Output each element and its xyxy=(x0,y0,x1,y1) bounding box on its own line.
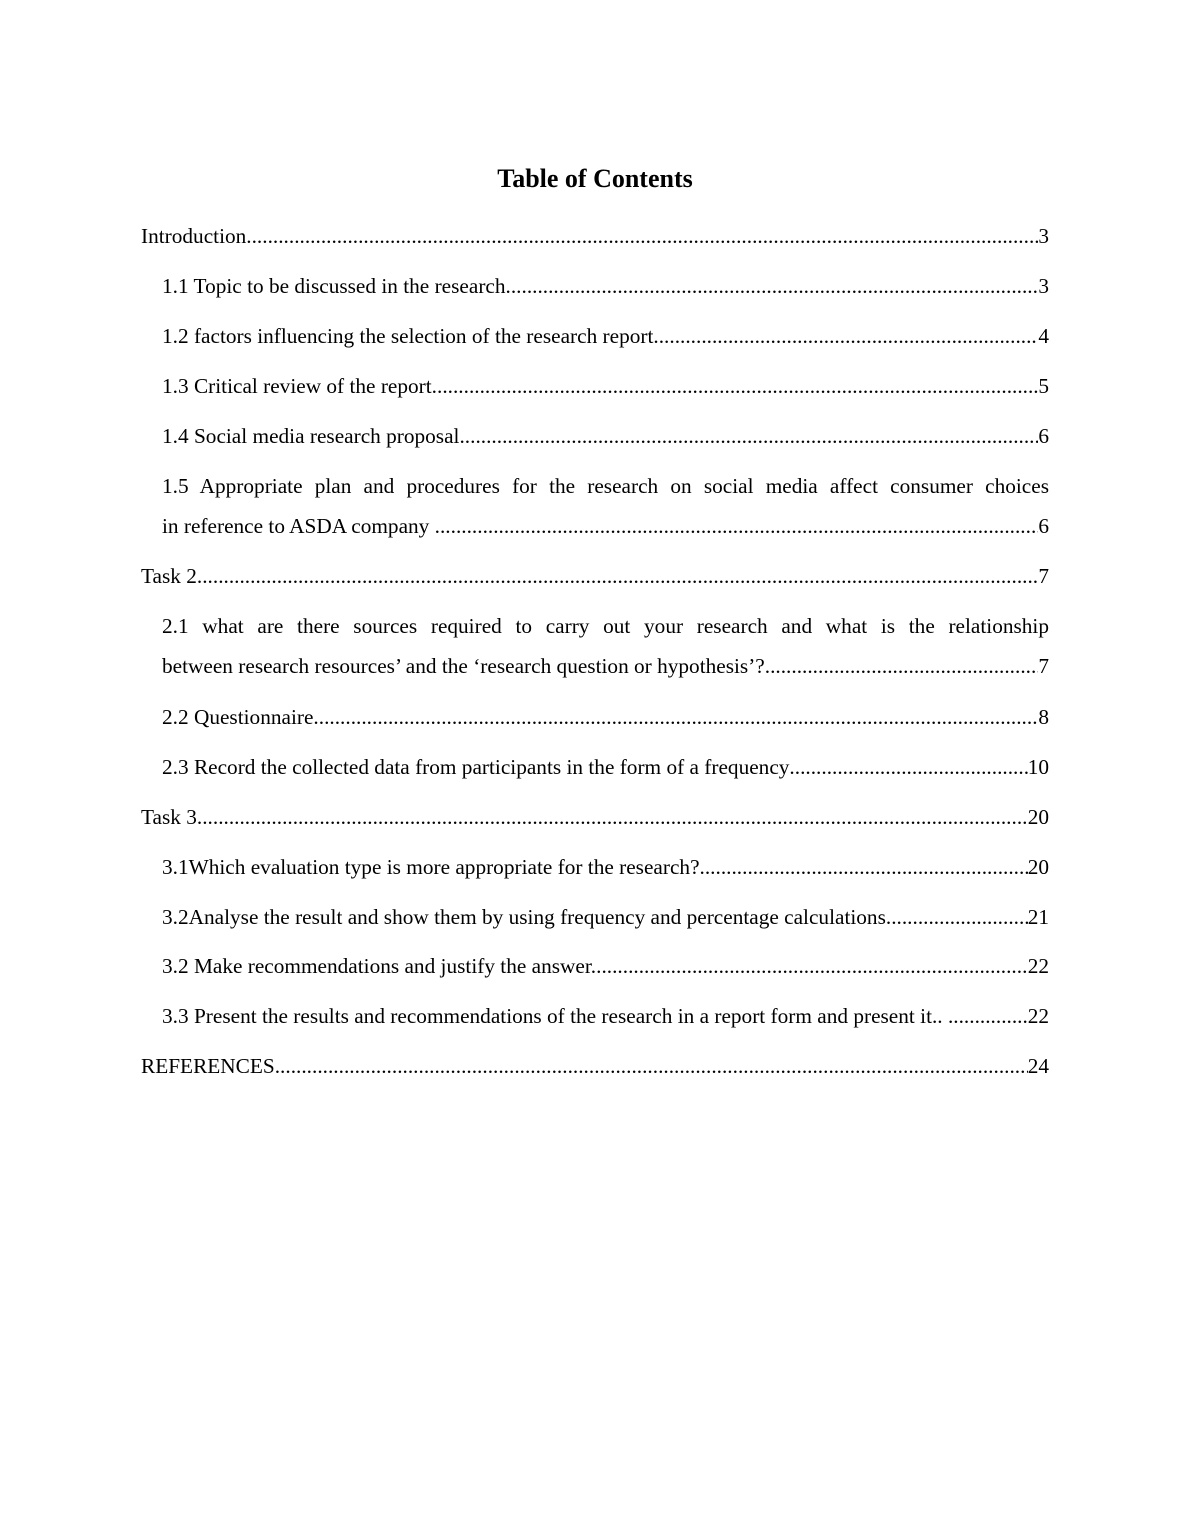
toc-entry-text: 2.2 Questionnaire xyxy=(162,705,314,729)
toc-entry-text: 1.2 factors influencing the selection of the research report xyxy=(162,324,654,348)
toc-leader-dots xyxy=(789,747,1027,787)
toc-entry-text: Introduction xyxy=(141,224,247,248)
toc-entry-text: between research resources’ and the ‘research question or hypothesis’? xyxy=(162,654,765,678)
toc-entry-text-line1: 2.1 what are there sources required to carry out your research and what is the relationship xyxy=(162,614,1049,638)
toc-entry-text: 1.1 Topic to be discussed in the research xyxy=(162,274,506,298)
toc-entry-references[interactable] xyxy=(141,1046,1049,1086)
toc-page-number: 22 xyxy=(1027,1004,1049,1028)
toc-entry-3-2-analyse[interactable] xyxy=(162,897,1049,937)
toc-leader-dots xyxy=(246,216,1038,256)
toc-entry-3-3[interactable] xyxy=(162,996,1049,1036)
toc-entry-2-3[interactable] xyxy=(162,747,1049,787)
toc-page-number: 20 xyxy=(1027,855,1049,879)
toc-leader-dots xyxy=(459,416,1038,456)
toc-page-number: 7 xyxy=(1038,654,1049,678)
toc-entry-1-2[interactable] xyxy=(162,316,1049,356)
toc-entry-3-1[interactable] xyxy=(162,847,1049,887)
toc-entry-1-4[interactable] xyxy=(162,416,1049,456)
toc-entry-text: 3.1Which evaluation type is more appropriate for the research? xyxy=(162,855,700,879)
toc-page-number: 24 xyxy=(1027,1054,1049,1078)
toc-leader-dots xyxy=(197,556,1038,596)
toc-entry-text: 3.2 Make recommendations and justify the answer. xyxy=(162,954,597,978)
toc-page-number: 10 xyxy=(1027,755,1049,779)
toc-page-number: 20 xyxy=(1027,805,1049,829)
toc-entry-1-5[interactable] xyxy=(162,466,1049,546)
toc-page-number: 3 xyxy=(1038,274,1049,298)
toc-entry-task-3[interactable] xyxy=(141,797,1049,837)
toc-entry-2-2[interactable] xyxy=(162,697,1049,737)
toc-leader-dots xyxy=(313,697,1038,737)
toc-entry-text: 1.4 Social media research proposal xyxy=(162,424,460,448)
toc-leader-dots xyxy=(953,996,1027,1036)
toc-page-number: 21 xyxy=(1027,905,1049,929)
toc-entry-introduction[interactable] xyxy=(141,216,1049,256)
toc-entry-text-line1: 1.5 Appropriate plan and procedures for the research on social media affect consumer choices xyxy=(162,474,1049,498)
toc-entry-task-2[interactable] xyxy=(141,556,1049,596)
toc-page-number: 7 xyxy=(1038,564,1049,588)
toc-leader-dots xyxy=(432,366,1039,406)
toc-page-number: 3 xyxy=(1038,224,1049,248)
toc-leader-dots xyxy=(700,847,1028,887)
toc-leader-dots xyxy=(653,316,1038,356)
toc-leader-dots xyxy=(197,797,1028,837)
toc-leader-dots xyxy=(440,506,1038,546)
toc-entry-text: in reference to ASDA company . xyxy=(162,514,440,538)
toc-entry-1-1[interactable] xyxy=(162,266,1049,306)
toc-entry-1-3[interactable] xyxy=(162,366,1049,406)
toc-leader-dots xyxy=(596,946,1028,986)
toc-entry-text: REFERENCES xyxy=(141,1054,275,1078)
toc-page-number: 6 xyxy=(1038,424,1049,448)
toc-entry-text: Task 2 xyxy=(141,564,197,588)
toc-entry-text: Task 3 xyxy=(141,805,197,829)
toc-leader-dots xyxy=(506,266,1039,306)
toc-leader-dots xyxy=(886,897,1028,937)
toc-page-number: 22 xyxy=(1027,954,1049,978)
toc-entry-text: 3.2Analyse the result and show them by using frequency and percentage calculations xyxy=(162,905,886,929)
toc-entry-text: 2.3 Record the collected data from participants in the form of a frequency xyxy=(162,755,790,779)
toc-page-number: 6 xyxy=(1038,514,1049,538)
toc-page-number: 5 xyxy=(1038,374,1049,398)
toc-title: Table of Contents xyxy=(497,164,693,193)
toc-page-number: 8 xyxy=(1038,705,1049,729)
toc-page-number: 4 xyxy=(1038,324,1049,348)
toc-entry-text: 1.3 Critical review of the report xyxy=(162,374,432,398)
toc-entry-2-1[interactable] xyxy=(162,606,1049,686)
toc-leader-dots xyxy=(765,646,1039,686)
toc-leader-dots xyxy=(275,1046,1028,1086)
toc-entry-text: 3.3 Present the results and recommendations of the research in a report form and present it.. . xyxy=(162,1004,954,1028)
toc-entry-3-2-recommendations[interactable] xyxy=(162,946,1049,986)
